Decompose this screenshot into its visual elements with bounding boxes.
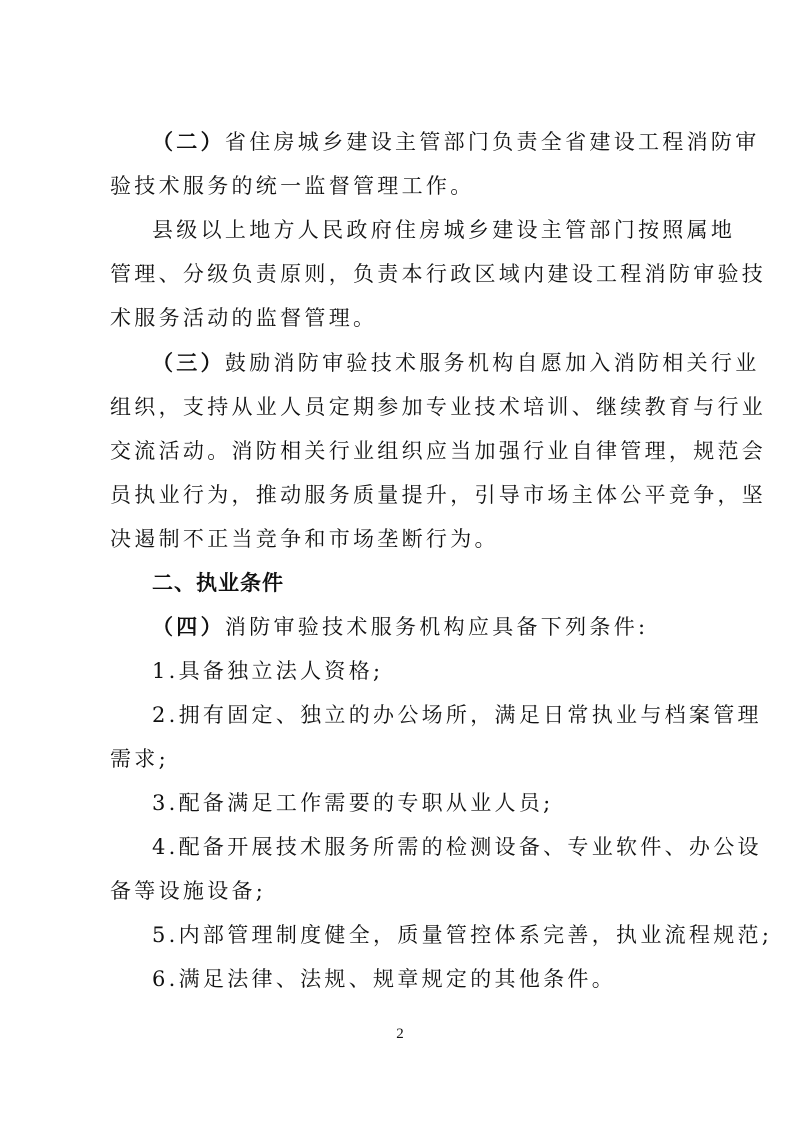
condition-2-line-2: 需求; [110, 747, 169, 771]
condition-3: 3.配备满足工作需要的专职从业人员; [152, 791, 554, 815]
clause-label-4: （四） [152, 615, 225, 639]
paragraph-county-line-1: 县级以上地方人民政府住房城乡建设主管部门按照属地 [152, 218, 736, 242]
paragraph-3-line-5: 决遏制不正当竞争和市场垄断行为。 [110, 527, 499, 551]
paragraph-2-line-2: 验技术服务的统一监督管理工作。 [110, 174, 475, 198]
paragraph-2-line-1: （二）省住房城乡建设主管部门负责全省建设工程消防审 [152, 130, 760, 154]
clause-label-3: （三） [152, 351, 225, 375]
condition-5: 5.内部管理制度健全，质量管控体系完善，执业流程规范; [152, 923, 773, 947]
clause-label-2: （二） [152, 130, 225, 154]
paragraph-county-line-3: 术服务活动的监督管理。 [110, 306, 378, 330]
paragraph-3-line-3: 交流活动。消防相关行业组织应当加强行业自律管理，规范会 [110, 439, 767, 463]
condition-1: 1.具备独立法人资格; [152, 659, 384, 683]
paragraph-county-line-2: 管理、分级负责原则，负责本行政区域内建设工程消防审验技 [110, 262, 767, 286]
section-heading: 二、执业条件 [152, 571, 284, 595]
condition-4-line-2: 备等设施设备; [110, 879, 267, 903]
paragraph-3-line-4: 员执业行为，推动服务质量提升，引导市场主体公平竞争，坚 [110, 483, 767, 507]
condition-6: 6.满足法律、法规、规章规定的其他条件。 [152, 967, 617, 991]
clause-four: （四）消防审验技术服务机构应具备下列条件: [152, 615, 649, 639]
page-number: 2 [396, 1026, 404, 1042]
condition-4-line-1: 4.配备开展技术服务所需的检测设备、专业软件、办公设 [152, 835, 762, 859]
paragraph-3-line-2: 组织，支持从业人员定期参加专业技术培训、继续教育与行业 [110, 395, 767, 419]
condition-2-line-1: 2.拥有固定、独立的办公场所，满足日常执业与档案管理 [152, 703, 762, 727]
paragraph-3-line-1: （三）鼓励消防审验技术服务机构自愿加入消防相关行业 [152, 351, 760, 375]
